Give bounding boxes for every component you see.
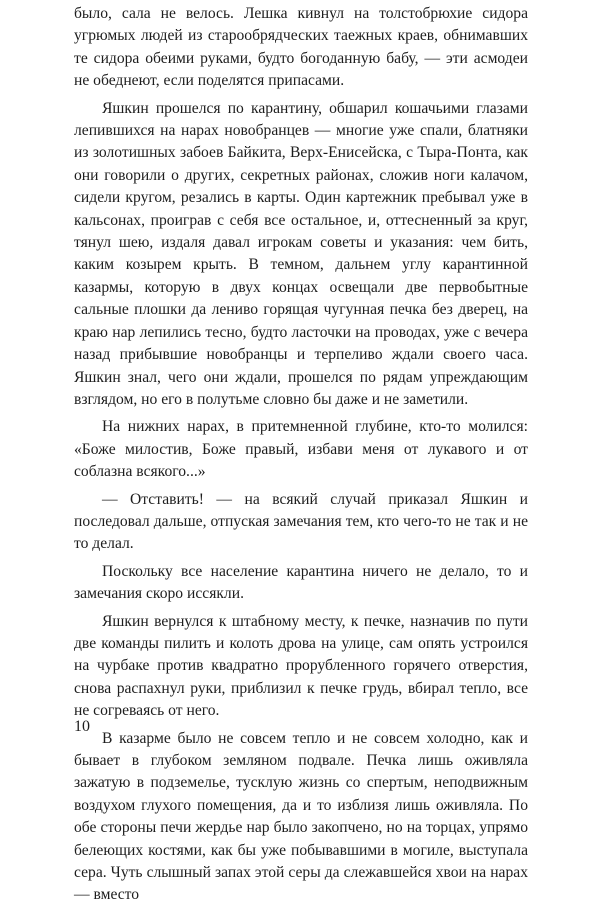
paragraph-3: На нижних нарах, в притемненной глубине, кто-то молился: «Боже милостив, Боже правый, избави меня от лукавого и от соблазна всякого...» xyxy=(74,418,528,481)
paragraph-2: Яшкин прошелся по карантину, обшарил кошачьими глазами лепившихся на нарах новобранцев — многие уже спали, блатняки из золотишных забоев Байкита, Верх-Енисейска, с Тыра-Понта, как они говорили о других, секретных районах, сложив ноги калачом, сидели кругом, резались в карты. Один картежник пребывал уже в кальсонах, проиграв с себя все остальное, и, оттесненный за круг, тянул шею, издаля давал игрокам советы и указания: чем бить, каким козырем крыть. В темном, дальнем углу карантинной казармы, которую в двух концах освещали две первобытные сальные плошки да лениво горящая чугунная печка без дверец, на краю нар лепились тесно, будто ласточки на проводах, уже с вечера назад прибывшие новобранцы и терпеливо ждали своего часа. Яшкин знал, чего они ждали, прошелся по рядам упреждающим взглядом, но его в полутьме словно бы даже и не заметили. xyxy=(74,99,528,408)
paragraph-4: — Отставить! — на всякий случай приказал Яшкин и последовал дальше, отпуская замечания тем, кто чего-то не так и не то делал. xyxy=(74,490,528,553)
page-number: 10 xyxy=(74,718,90,735)
paragraph-5: Поскольку все население карантина ничего не делало, то и замечания скоро иссякли. xyxy=(74,562,528,603)
paragraph-6: Яшкин вернулся к штабному месту, к печке, назначив по пути две команды пилить и колоть дрова на улице, сам опять устроился на чурбаке против квадратно прорубленного горячего отверстия, снова распахнул руки, приблизил к печке грудь, вбирал тепло, все не согреваясь от него. xyxy=(74,612,528,720)
page-body-text xyxy=(74,3,528,912)
paragraph-7: В казарме было не совсем тепло и не совсем холодно, как и бывает в глубоком земляном подвале. Печка лишь оживляла зажатую в подземелье, тусклую жизнь со спертым, неподвижным воздухом глухого помещения, да и то изблизя лишь оживляла. По обе стороны печи жердье нар было закопчено, но на торцах, упрямо белеющих костями, как бы уже побывавшими в могиле, выступала сера. Чуть слышный запах этой серы да слежавшейся хвои на нарах — вместо xyxy=(74,729,528,904)
paragraph-1: было, сала не велось. Лешка кивнул на толстобрюхие сидора угрюмых людей из старообрядческих таежных краев, обнимавших те сидора обеими руками, будто богоданную бабу, — эти асмодеи не обеднеют, если поделятся припасами. xyxy=(74,5,528,90)
